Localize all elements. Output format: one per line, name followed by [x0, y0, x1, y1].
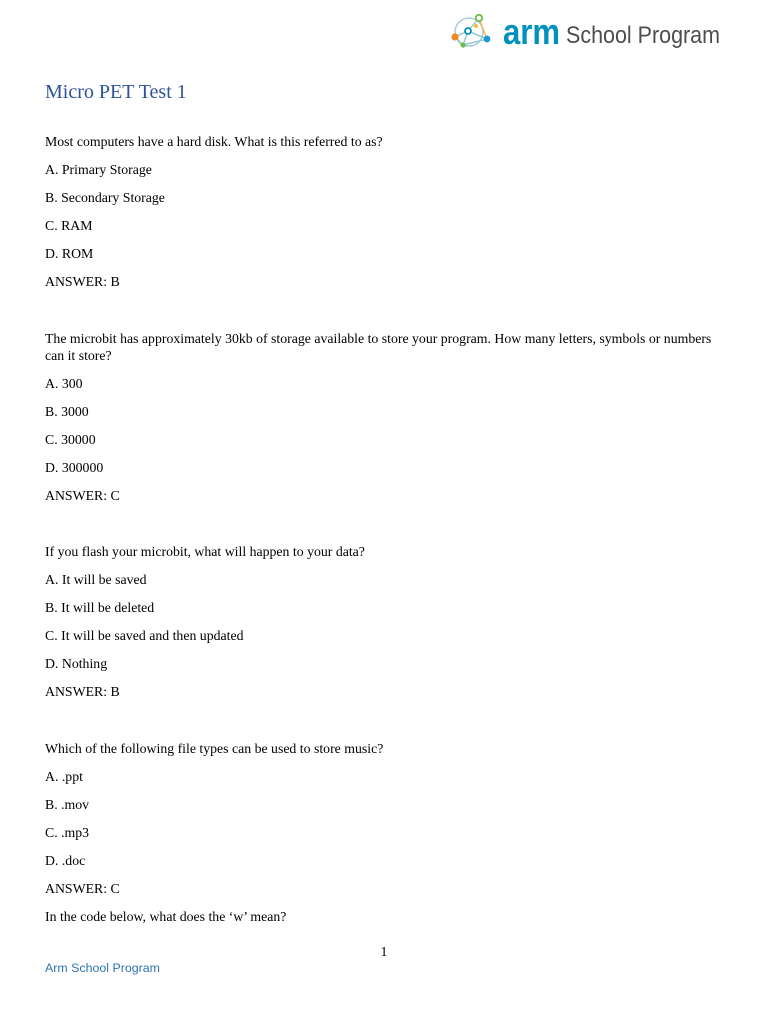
answer-option: A. Primary Storage [45, 162, 152, 177]
document-body [45, 133, 723, 936]
question-block [45, 515, 723, 712]
page-number: 1 [380, 944, 388, 959]
question-block [45, 301, 723, 515]
logo-brand-text: arm [503, 11, 560, 52]
answer-option: C. .mp3 [45, 824, 90, 840]
answer-option: B. 3000 [45, 403, 89, 419]
footer-text: Arm School Program [45, 961, 160, 975]
correct-answer: ANSWER: C [45, 487, 120, 503]
answer-option: B. .mov [45, 796, 90, 812]
answer-option: D. ROM [45, 246, 94, 261]
question-text: If you flash your microbit, what will happen to your data? [45, 544, 365, 559]
question-block [45, 133, 723, 301]
answer-option: B. Secondary Storage [45, 190, 165, 205]
answer-option: D. .doc [45, 852, 86, 868]
correct-answer: ANSWER: C [45, 880, 120, 896]
correct-answer: ANSWER: B [45, 274, 120, 289]
question-text: Which of the following file types can be used to store music? [45, 740, 384, 756]
answer-option: A. 300 [45, 375, 83, 391]
arm-school-program-network-icon [451, 15, 490, 48]
document-title: Micro PET Test 1 [45, 81, 187, 103]
answer-option: D. 300000 [45, 459, 104, 475]
question-block [45, 711, 723, 936]
question-text: In the code below, what does the ‘w’ mean? [45, 908, 287, 924]
correct-answer: ANSWER: B [45, 684, 120, 699]
answer-option: C. It will be saved and then updated [45, 628, 244, 643]
question-text: The microbit has approximately 30kb of storage available to store your program. How many letters, symbols or numbers can it store? [45, 330, 712, 363]
arm-school-program-logo [0, 0, 768, 60]
answer-option: A. It will be saved [45, 572, 147, 587]
question-text: Most computers have a hard disk. What is this referred to as? [45, 134, 383, 149]
answer-option: B. It will be deleted [45, 600, 155, 615]
answer-option: C. RAM [45, 218, 93, 233]
logo-program-text: School Program [566, 22, 720, 49]
answer-option: A. .ppt [45, 768, 83, 784]
answer-option: C. 30000 [45, 431, 96, 447]
answer-option: D. Nothing [45, 656, 108, 671]
